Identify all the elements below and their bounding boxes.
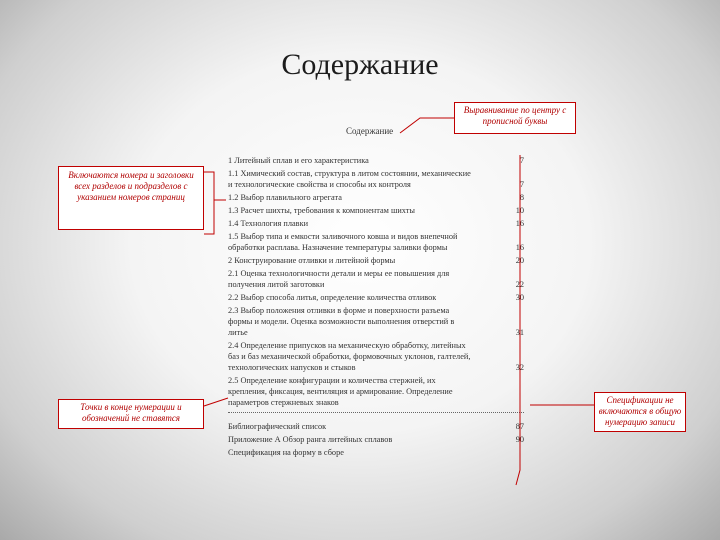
toc-entry-label: параметров стержневых знаков (228, 398, 339, 407)
toc-entry-label: 2 Конструирование отливки и литейной формы (228, 256, 396, 265)
toc-entry-page: 7 (519, 180, 524, 189)
toc-entry-page: 31 (515, 328, 524, 337)
toc-entry-page: 8 (519, 193, 524, 202)
toc-entry-label: Спецификация на форму в сборе (228, 448, 344, 457)
toc-entry-label: Библиографический список (228, 422, 327, 431)
toc-entry-label: 1.1 Химический состав, структура в литом состоянии, механические (228, 169, 471, 178)
toc-entry-label: технологических напусков и стыков (228, 363, 356, 372)
toc-entry-label: 1.5 Выбор типа и емкости заливочного ковша и видов внепечной (228, 232, 458, 241)
toc-entry-page: 87 (515, 422, 524, 431)
connector-period-to-number (204, 398, 228, 406)
toc-entry-label: формы и модели. Оценка возможности выполнения отверстий в (228, 317, 455, 326)
toc-entry-label: 1 Литейный сплав и его характеристика (228, 156, 369, 165)
connector-numbering-bracket (204, 172, 214, 234)
toc-entry-label: 2.5 Определение конфигурации и количества стержней, их (228, 376, 436, 385)
toc-entry-label: 1.4 Технология плавки (228, 219, 309, 228)
toc-entry-page: 10 (515, 206, 524, 215)
toc-entry-label: баз и баз механической обработки, формовочных уклонов, галтелей, (228, 352, 471, 361)
toc-entry-page: 32 (515, 363, 524, 372)
toc-entry-page: 16 (515, 219, 524, 228)
toc-entry-page: 22 (515, 280, 524, 289)
toc-entry-label: 1.2 Выбор плавильного агрегата (228, 193, 342, 202)
connector-pages-column (516, 155, 520, 485)
toc-entry-label: 2.2 Выбор способа литья, определение количества отливок (228, 293, 437, 302)
toc-entry-label: 1.3 Расчет шихты, требования к компонентам шихты (228, 206, 415, 215)
toc-entry-label: литье (228, 328, 248, 337)
toc-entry-page: 30 (515, 293, 524, 302)
toc-entry-label: и технологические свойства и способы их контроля (228, 180, 411, 189)
document-heading: Содержание (346, 126, 394, 136)
slide-title: Содержание (281, 48, 439, 81)
toc-entry-label: обработки расплава. Назначение температуры заливки формы (228, 243, 448, 252)
toc-entry-label: 2.4 Определение припусков на механическую обработку, литейных (228, 341, 466, 350)
toc-entry-label: Приложение А Обзор ранга литейных сплавов (228, 435, 393, 444)
toc-entry-page: 16 (515, 243, 524, 252)
callout-specifications: Спецификации не включаются в общую нумерацию записи (594, 392, 686, 432)
toc-entry-label: получения литой заготовки (228, 280, 325, 289)
toc-entry-label: 2.1 Оценка технологичности детали и меры ее повышения для (228, 269, 450, 278)
toc-entry-label: 2.3 Выбор положения отливки в форме и поверхности разъема (228, 306, 450, 315)
callout-alignment: Выравнивание по центру с прописной буквы (454, 102, 576, 134)
callout-no-period: Точки в конце нумерации и обозначений не ставятся (58, 399, 204, 429)
callout-numbering: Включаются номера и заголовки всех разделов и подразделов с указанием номеров страниц (58, 166, 204, 230)
toc-entry-label: крепления, фиксация, вентиляция и армирование. Определение (228, 387, 453, 396)
toc-entry-page: 7 (519, 156, 524, 165)
connector-top-callout (400, 118, 454, 133)
toc-entry-page: 20 (515, 256, 524, 265)
toc-entry-page: 90 (515, 435, 524, 444)
